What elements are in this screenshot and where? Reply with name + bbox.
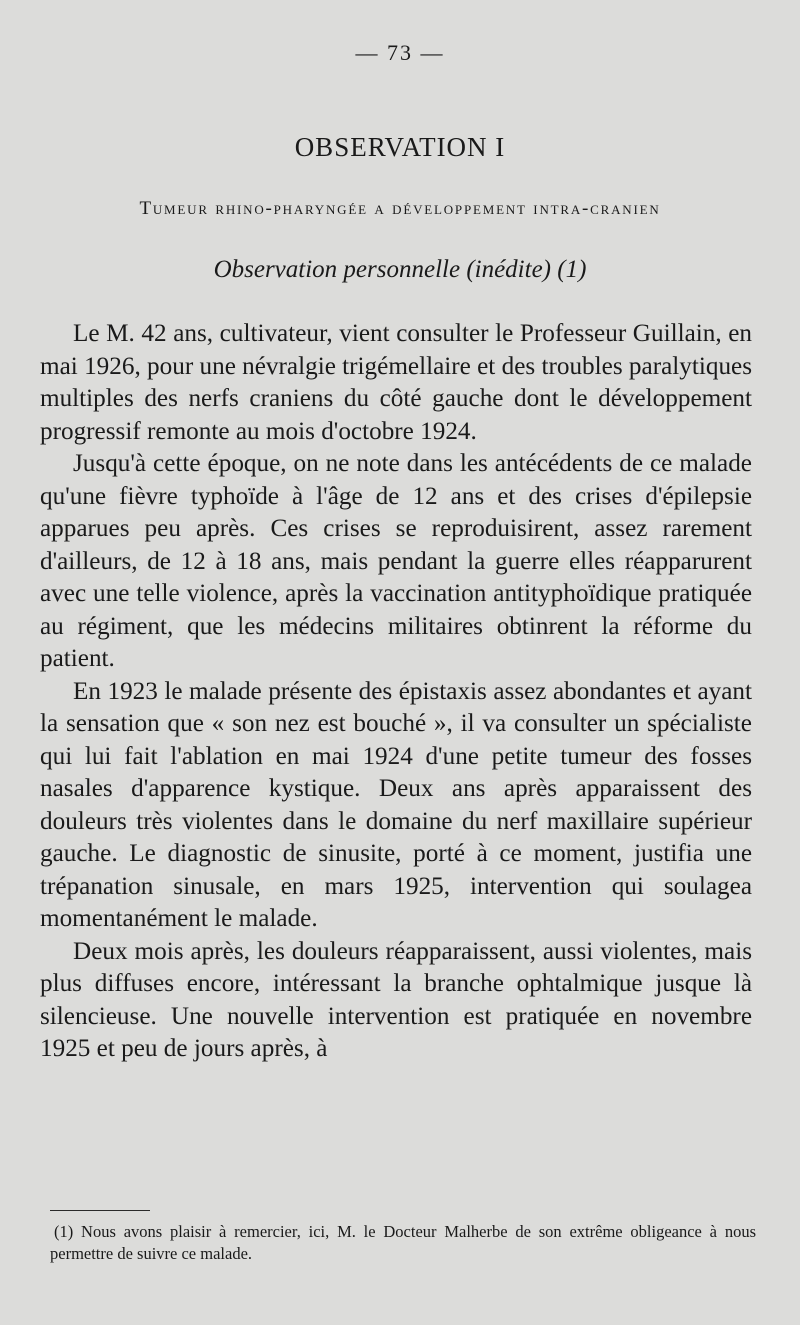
observation-subtitle: Tumeur rhino-pharyngée a développement intra-cranien <box>139 198 661 219</box>
paragraph: Le M. 42 ans, cultivateur, vient consulter le Professeur Guillain, en mai 1926, pour une névralgie trigémellaire et des troubles paralytiques multiples des nerfs craniens du côté gauche dont le développement progressif remonte au mois d'octobre 1924. <box>40 320 753 445</box>
footnote-divider <box>50 1210 150 1211</box>
footnote-text: (1) Nous avons plaisir à remercier, ici, M. le Docteur Malherbe de son extrême obligeance à nous permettre de suivre ce malade. <box>50 1222 756 1263</box>
paragraph: Jusqu'à cette époque, on ne note dans les antécédents de ce malade qu'une fièvre typhoïde à l'âge de 12 ans et des crises d'épilepsie apparues peu après. Ces crises se reproduisirent, assez rarement d'ailleurs, de 12 à 18 ans, mais pendant la guerre elles réapparurent avec une telle violence, après la vaccination antityphoïdique pratiquée au régiment, que les médecins militaires obtinrent la réforme du patient. <box>40 450 752 672</box>
body-text <box>40 318 752 1066</box>
paragraph: Deux mois après, les douleurs réapparaissent, aussi violentes, mais plus diffuses encore, intéressant la branche ophtalmique jusque là silencieuse. Une nouvelle intervention est pratiquée en novembre 1925 et peu de jours après, à <box>40 937 752 1062</box>
footnote <box>50 1221 756 1265</box>
observation-type: Observation personnelle (inédite) (1) <box>213 256 587 283</box>
observation-title: OBSERVATION I <box>294 132 506 162</box>
page-number: — 73 — <box>355 40 445 65</box>
paragraph: En 1923 le malade présente des épistaxis assez abondantes et ayant la sensation que « son nez est bouché », il va consulter un spécialiste qui lui fait l'ablation en mai 1924 d'une petite tumeur des fosses nasales d'apparence kystique. Deux ans après apparaissent des douleurs très violentes dans le domaine du nerf maxillaire supérieur gauche. Le diagnostic de sinusite, porté à ce moment, justifia une trépanation sinusale, en mars 1925, intervention qui soulagea momentanément le malade. <box>40 677 752 932</box>
